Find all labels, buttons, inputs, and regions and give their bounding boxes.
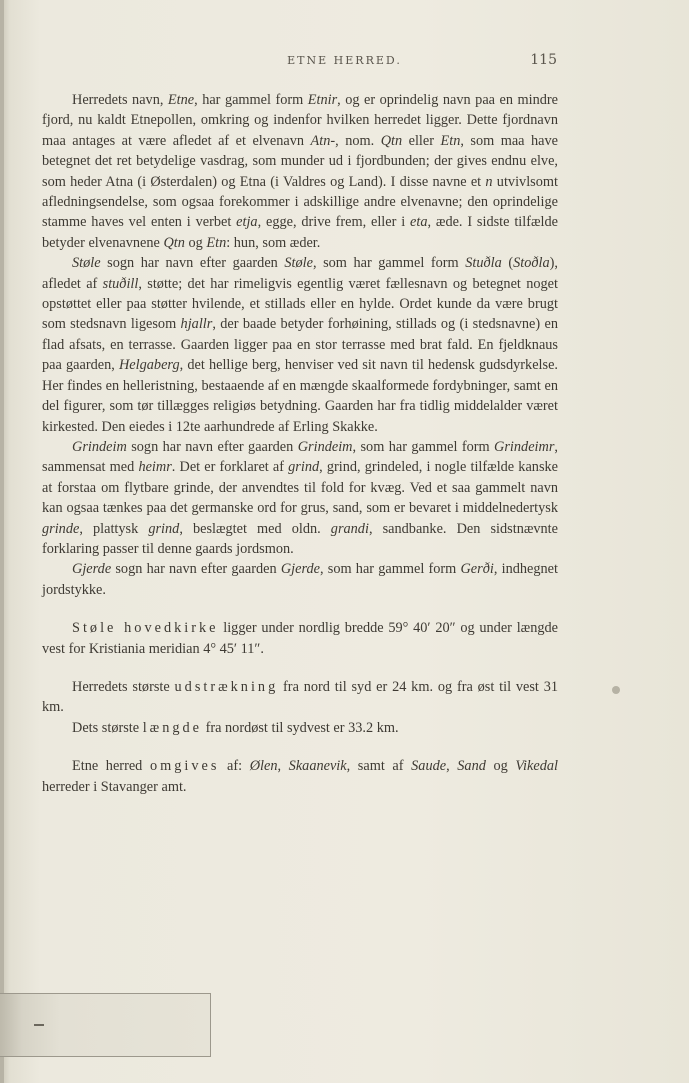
text-run: og xyxy=(184,234,207,251)
italic-term: hjallr xyxy=(180,316,213,333)
text-run: , samt af xyxy=(346,758,412,775)
italic-term: grind xyxy=(288,459,320,476)
text-run: Dets største xyxy=(72,719,143,736)
paragraph-stole-parish xyxy=(42,253,558,437)
text-run: , beslægtet med oldn. xyxy=(179,520,331,537)
paragraph-extent xyxy=(42,677,558,718)
paragraph-gjerde-parish xyxy=(42,559,558,600)
spaced-term: Støle hovedkirke xyxy=(72,620,219,637)
italic-term: Qtn xyxy=(163,234,185,251)
italic-term: grandi xyxy=(330,520,369,537)
italic-term: n xyxy=(485,173,493,190)
text-run: , grind, grindeled, i nogle tilfælde kanske at forstaa om flytbare grinde, der anvendtes til fold for kvæg. Ved et saa gammelt navn kan ogsaa tænkes paa det germanske ord for grus, sand, som er bevaret i middelnedertysk xyxy=(42,459,558,517)
italic-term: Grindeim xyxy=(72,438,127,455)
italic-term: Stoðla xyxy=(513,255,550,272)
paragraph-borders xyxy=(42,756,558,797)
italic-term: Gjerde xyxy=(72,561,112,578)
text-run: , som har gammel form xyxy=(312,255,466,272)
italic-term: Etn xyxy=(206,234,227,251)
paragraph-grindeim-parish xyxy=(42,437,558,559)
text-run: , xyxy=(277,758,289,775)
spaced-term: omgives xyxy=(149,758,220,775)
italic-term: Grindeimr xyxy=(494,438,555,455)
italic-term: Etn xyxy=(440,132,461,149)
text-run: , indhegnet jordstykke. xyxy=(42,561,558,598)
text-run: sogn har navn efter gaarden xyxy=(126,438,298,455)
italic-term: Støle xyxy=(284,255,313,272)
text-run: Herredets navn, xyxy=(72,92,168,108)
text-run: , nom. xyxy=(335,132,381,149)
italic-term: Grindeim xyxy=(297,438,353,455)
text-run: Herredets største xyxy=(72,678,175,695)
running-header xyxy=(0,52,689,72)
tab-mark xyxy=(34,1024,44,1026)
italic-term: eta xyxy=(410,214,428,231)
text-run: sogn har navn efter gaarden xyxy=(100,255,285,272)
header-title: ETNE HERRED. xyxy=(287,54,402,67)
italic-term: Qtn xyxy=(380,132,403,149)
text-run: , æde. I sidste tilfælde betyder elvenavnene xyxy=(42,214,559,251)
text-run: ), afledet af xyxy=(42,255,558,292)
italic-term: Gerði xyxy=(460,561,494,578)
text-run: : hun, som æder. xyxy=(226,234,321,251)
paragraph-coordinates xyxy=(42,618,558,659)
page-number: 115 xyxy=(530,52,557,68)
text-run: eller xyxy=(402,132,441,149)
text-run: ( xyxy=(501,255,514,272)
text-run: , xyxy=(446,758,458,775)
text-run: og xyxy=(485,758,516,775)
italic-term: Stuðla xyxy=(465,255,502,272)
paragraph-length xyxy=(42,718,558,738)
italic-term: Gjerde xyxy=(280,561,320,578)
text-run: , det hellige berg, henviser ved sit navn til hedensk gudsdyrkelse. Her findes en helleristning, bestaaende af en mængde skaalformede fordybninger, samt en del figurer, som tør tillægges religiøs betydning. Gaarden har fra tidlig middelalder været kirkested. Den eiedes i 12te aarhundrede af Erling Skakke. xyxy=(42,357,558,435)
text-run: , støtte; det har rimeligvis egentlig været fællesnavn og betegnet noget opstøttet eller paa støtter hvilende, et stillads eller en hylde. Ordet kunde da være brugt som stedsnavn ligesom xyxy=(42,275,558,333)
text-run: , der baade betyder forhøining, stillads og (i stedsnavne) en flad afsats, en terrasse. Gaarden ligger paa en stor terrasse med brat fald. En fjeldknaus paa gaarden, xyxy=(42,316,558,374)
spaced-term: udstrækning xyxy=(174,678,279,695)
text-run: , som maa have betegnet det ret betydelige vasdrag, som munder ud i fjordbunden; der gives endnu elve, som heder Atna (i Østerdalen) og Etna (i Valdres og Land). I disse navne et xyxy=(42,132,558,190)
italic-term: grind xyxy=(148,520,180,537)
italic-term: Etne xyxy=(167,92,195,108)
italic-term: Etnir xyxy=(307,92,338,108)
text-run: fra nordøst til sydvest er 33.2 km. xyxy=(202,719,399,736)
text-run: , sandbanke. Den sidstnævnte forklaring passer til denne gaards jordsmon. xyxy=(42,520,558,557)
text-run: . Det er forklaret af xyxy=(171,459,289,476)
text-run: Etne herred xyxy=(72,758,150,775)
text-run: herreder i Stavanger amt. xyxy=(42,778,187,795)
paragraph-etne-name xyxy=(42,90,558,253)
text-run: , egge, drive frem, eller i xyxy=(257,214,411,231)
text-run: sogn har navn efter gaarden xyxy=(111,561,281,578)
italic-term: Ølen xyxy=(249,758,278,775)
text-run: , har gammel form xyxy=(194,92,308,108)
italic-term: Skaanevik xyxy=(288,758,347,775)
text-run: , sammensat med xyxy=(42,438,558,476)
italic-term: Vikedal xyxy=(515,758,558,775)
text-run: , som har gammel form xyxy=(320,561,461,578)
text-run: utvivlsomt afledningsendelse, som ogsaa forekommer i adskillige andre elvenavne; den oprindelige stamme haves vel enten i verbet xyxy=(42,173,558,231)
text-run: ligger under nordlig bredde 59° 40′ 20″ og under længde vest for Kristiania meridian 4° 45′ 11″. xyxy=(42,620,558,657)
attached-paper-tab xyxy=(0,993,211,1057)
italic-term: Sand xyxy=(457,758,486,775)
italic-term: etja xyxy=(236,214,258,231)
italic-term: Atn- xyxy=(310,132,336,149)
italic-term: Saude xyxy=(411,758,447,775)
text-run: af: xyxy=(219,758,250,775)
text-run: , og er oprindelig navn paa en mindre fjord, nu kaldt Etnepollen, omkring og indenfor hvilken herredet ligger. Dette fjordnavn maa antages at være afledet af et elvenavn xyxy=(42,92,558,149)
italic-term: grinde xyxy=(42,520,80,537)
page-binding-edge xyxy=(0,0,4,1083)
spaced-term: længde xyxy=(142,719,202,736)
text-run: fra nord til syd er 24 km. og fra øst til vest 31 km. xyxy=(42,678,559,716)
italic-term: stuðill xyxy=(102,275,139,292)
body-text xyxy=(42,90,558,797)
text-run: , som har gammel form xyxy=(352,438,495,455)
text-run: , plattysk xyxy=(79,520,149,537)
italic-term: Helgaberg xyxy=(118,357,180,374)
italic-term: heimr xyxy=(138,459,172,476)
paper-spot xyxy=(612,686,620,694)
italic-term: Støle xyxy=(72,255,101,272)
